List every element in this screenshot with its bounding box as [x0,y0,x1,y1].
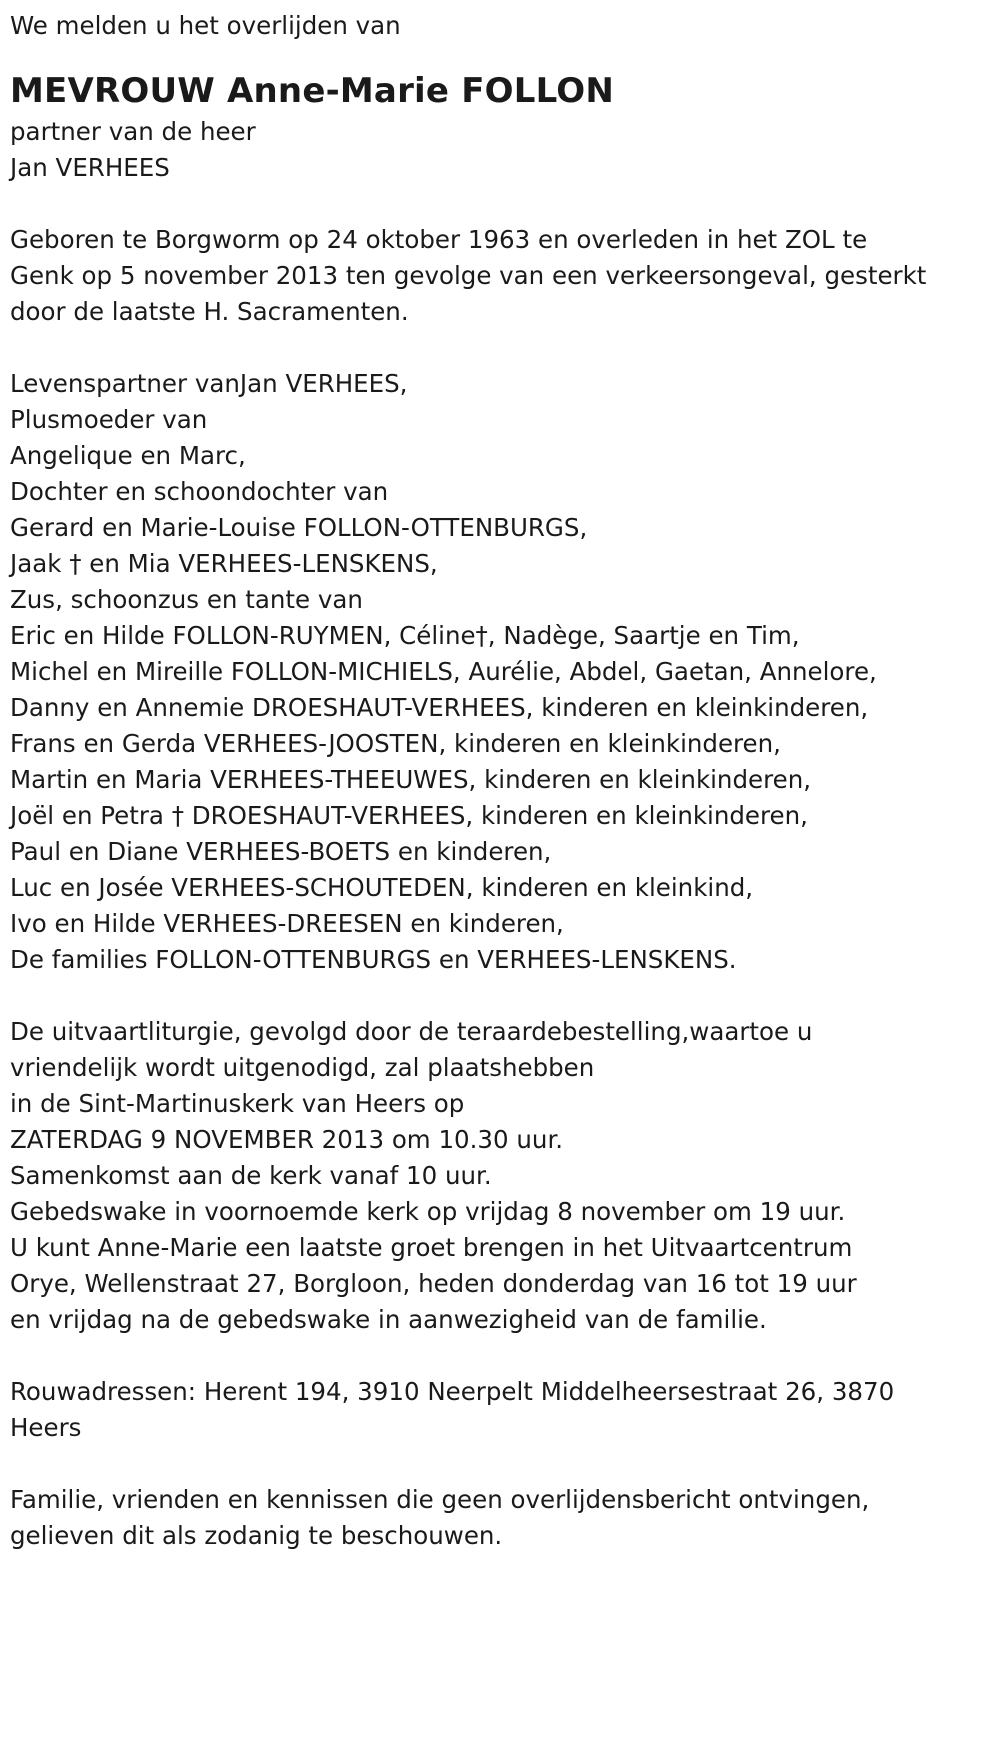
family-line: Plusmoeder van [10,405,208,434]
ceremony-block [10,1014,990,1338]
spacer [10,330,990,366]
partner-line: partner van de heer [10,117,256,146]
birth-death-block [10,222,990,330]
family-line: Paul en Diane VERHEES-BOETS en kinderen, [10,837,552,866]
deceased-name: MEVROUW Anne-Marie FOLLON [10,71,615,111]
ceremony-line: De uitvaartliturgie, gevolgd door de teraardebestelling,waartoe u [10,1017,813,1046]
closing-line: gelieven dit als zodanig te beschouwen. [10,1521,503,1550]
ceremony-line: Samenkomst aan de kerk vanaf 10 uur. [10,1161,492,1190]
family-line: Michel en Mireille FOLLON-MICHIELS, Aurélie, Abdel, Gaetan, Annelore, [10,657,877,686]
family-line: Zus, schoonzus en tante van [10,585,363,614]
address-block [10,1374,990,1446]
spacer [10,978,990,1014]
intro-text: We melden u het overlijden van [10,11,401,40]
family-block [10,366,990,978]
ceremony-line: in de Sint-Martinuskerk van Heers op [10,1089,465,1118]
partner-line: Jan VERHEES [10,153,170,182]
partner-block [10,114,990,186]
spacer [10,186,990,222]
ceremony-line: ZATERDAG 9 NOVEMBER 2013 om 10.30 uur. [10,1125,564,1154]
family-line: Martin en Maria VERHEES-THEEUWES, kinderen en kleinkinderen, [10,765,812,794]
family-line: Angelique en Marc, [10,441,246,470]
family-line: Eric en Hilde FOLLON-RUYMEN, Céline†, Nadège, Saartje en Tim, [10,621,800,650]
spacer [10,1446,990,1482]
closing-block [10,1482,990,1554]
family-line: Gerard en Marie-Louise FOLLON-OTTENBURGS, [10,513,588,542]
family-line: Levenspartner vanJan VERHEES, [10,369,408,398]
family-line: Luc en Josée VERHEES-SCHOUTEDEN, kinderen en kleinkind, [10,873,754,902]
ceremony-line: U kunt Anne-Marie een laatste groet brengen in het Uitvaartcentrum [10,1233,853,1262]
birth-death-line: Geboren te Borgworm op 24 oktober 1963 en overleden in het ZOL te [10,225,868,254]
birth-death-line: door de laatste H. Sacramenten. [10,297,409,326]
family-line: Frans en Gerda VERHEES-JOOSTEN, kinderen en kleinkinderen, [10,729,781,758]
address-line: Rouwadressen: Herent 194, 3910 Neerpelt Middelheersestraat 26, 3870 [10,1377,895,1406]
address-line: Heers [10,1413,82,1442]
ceremony-line: Gebedswake in voornoemde kerk op vrijdag 8 november om 19 uur. [10,1197,846,1226]
family-line: Dochter en schoondochter van [10,477,389,506]
family-line: De families FOLLON-OTTENBURGS en VERHEES-LENSKENS. [10,945,737,974]
spacer [10,1338,990,1374]
family-line: Danny en Annemie DROESHAUT-VERHEES, kinderen en kleinkinderen, [10,693,869,722]
family-line: Joël en Petra † DROESHAUT-VERHEES, kinderen en kleinkinderen, [10,801,808,830]
family-line: Jaak † en Mia VERHEES-LENSKENS, [10,549,438,578]
closing-line: Familie, vrienden en kennissen die geen overlijdensbericht ontvingen, [10,1485,870,1514]
ceremony-line: vriendelijk wordt uitgenodigd, zal plaatshebben [10,1053,595,1082]
family-line: Ivo en Hilde VERHEES-DREESEN en kinderen, [10,909,564,938]
ceremony-line: Orye, Wellenstraat 27, Borgloon, heden donderdag van 16 tot 19 uur [10,1269,857,1298]
birth-death-line: Genk op 5 november 2013 ten gevolge van een verkeersongeval, gesterkt [10,261,927,290]
ceremony-line: en vrijdag na de gebedswake in aanwezigheid van de familie. [10,1305,767,1334]
